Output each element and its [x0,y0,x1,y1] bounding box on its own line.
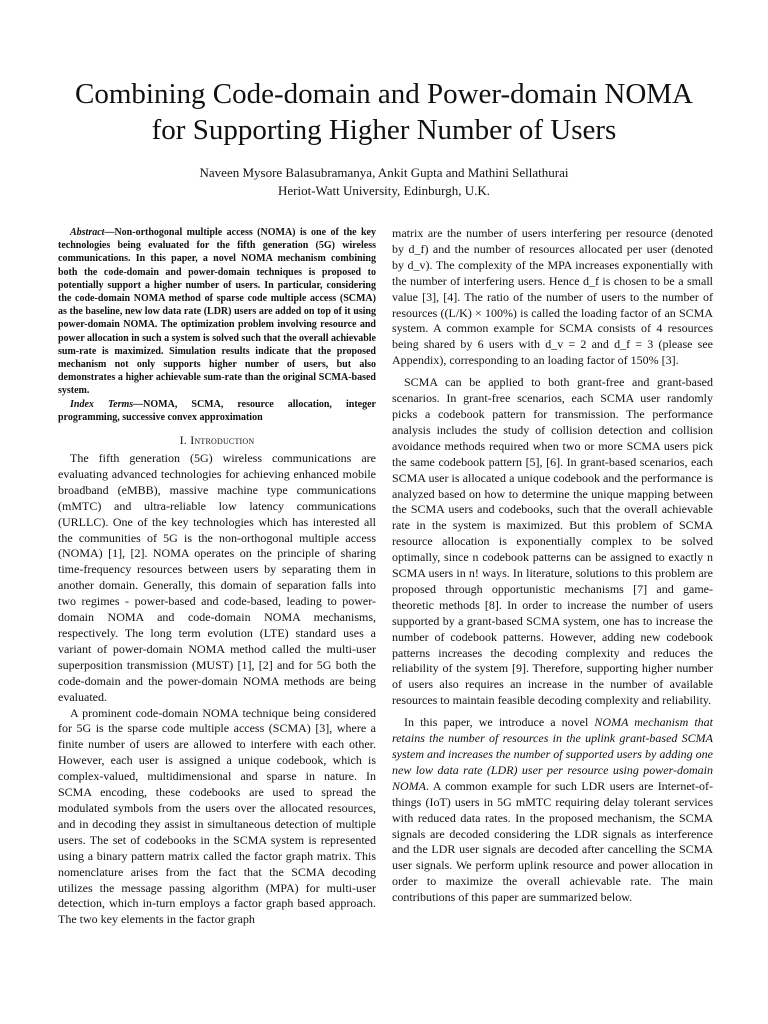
abstract [58,226,376,398]
index-terms-text: —NOMA, SCMA, resource allocation, integer programming, successive convex approximation [58,398,376,423]
authors: Naveen Mysore Balasubramanya, Ankit Gupta and Mathini Sellathurai [199,165,569,180]
author-block [0,164,768,200]
intro-paragraph-2: A prominent code-domain NOMA technique being considered for 5G is the sparse code multiple access (SCMA) [3], where a finite number of users are allowed to interfere with each other. However, each user is assigned a unique codebook, which is complex-valued, multidimensional and sparse in nature. In SCMA encoding, these codebooks are used to spread the modulated symbols from the users over the allocated resources, and in decoding they assist in simultaneous detection of multiple users. The set of codebooks in the SCMA system is represented using a binary pattern matrix called the factor graph matrix. This nomenclature arises from the fact that the SCMA decoding utilizes the message passing algorithm (MPA) for multi-user detection, which in-turn employs a factor graph based approach. The two key elements in the factor graph [58,705,376,927]
index-terms-label: Index Terms [70,398,134,410]
affiliation: Heriot-Watt University, Edinburgh, U.K. [278,183,490,198]
right-paragraph-3-lead: In this paper, we introduce a novel [404,715,595,730]
right-paragraph-1: matrix are the number of users interfering per resource (denoted by d_f) and the number of resources allocated per user (denoted by d_v). The complexity of the MPA increases exponentially with the number of interfering users. Hence d_f is chosen to be a small value [3], [4]. The ratio of the number of users to the number of resources ((L/K) × 100%) is called the loading factor of an SCMA system. A common example for SCMA consists of 4 resources being shared by 6 users with d_v = 2 and d_f = 3 (please see Appendix), corresponding to an loading factor of 150% [3]. [392,226,713,368]
index-terms [58,398,376,424]
paper-title [0,76,768,148]
right-paragraph-2: SCMA can be applied to both grant-free and grant-based scenarios. In grant-free scenarios, each SCMA user randomly picks a codebook pattern for transmission. The performance analysis includes the study of collision detection and collision avoidance methods required when two or more SCMA users pick the same codebook pattern [5], [6]. In grant-based scenarios, each SCMA user is allocated a unique codebook and the performance is analyzed based on how to determine the unique mapping between the SCMA users and codebooks, such that the overall achievable rate in the system is maximized. But this problem of SCMA resource allocation is exponentially complex to be solved optimally, since n codebook patterns can be assigned to exactly n SCMA users in n! ways. In literature, solutions to this problem are proposed through opportunistic mechanisms [7] and game-theoretic methods [8]. In order to increase the number of users supported by a grant-based SCMA system, one has to increase the number of codebook patterns. However, adding new codebook patterns increases the decoding complexity and reduces the reliability of the system [9]. Therefore, supporting higher number of users also requires an increase in the number of available resources to maintain feasible decoding complexity and reliability. [392,375,713,708]
right-paragraph-3-rest: . A common example for such LDR users are Internet-of-things (IoT) users in 5G mMTC requiring delay tolerant services with reduced data rates. In the proposed mechanism, the SCMA signals are decoded considering the LDR signals as interference and the LDR user signals are decoded after cancelling the SCMA user signals. We perform uplink resource and power allocation in order to maximize the overall achievable rate. The main contributions of this paper are summarized below. [392,778,713,905]
left-column [58,226,376,928]
paper-title-line-1: Combining Code-domain and Power-domain NOMA [74,78,694,110]
right-paragraph-3-emphasis: NOMA mechanism that retains the number of resources in the uplink grant-based SCMA system and increases the number of supported users by adding one new low data rate (LDR) user per resource using power-domain NOMA [392,715,714,793]
right-paragraph-3 [392,715,713,906]
abstract-text: —Non-orthogonal multiple access (NOMA) is one of the key technologies being evaluated for the fifth generation (5G) wireless communications. In this paper, a novel NOMA mechanism combining both the code-domain and power-domain techniques is proposed to potentially support a higher number of users. In particular, considering the code-domain NOMA method of sparse code multiple access (SCMA) as the baseline, new low data rate (LDR) users are added on top of it using power-domain NOMA. The optimization problem involving resource and power allocation in such a system is solved such that the overall achievable sum-rate is maximized. Simulation results indicate that the proposed mechanism not only supports higher number of users, but also demonstrates a higher achievable sum-rate than the original SCMA-based system. [58,227,376,397]
section-heading-introduction: I. Introduction [179,433,255,448]
abstract-label: Abstract [70,227,105,238]
right-column [392,226,713,906]
paper-title-line-2: for Supporting Higher Number of Users [151,114,617,146]
intro-paragraph-1: The fifth generation (5G) wireless communications are evaluating advanced technologies for achieving enhanced mobile broadband (eMBB), massive machine type communications (mMTC) and ultra-reliable low latency communications (URLLC). One of the key technologies which has interested all the communities of 5G is the non-orthogonal multiple access (NOMA) [1], [2]. NOMA operates on the principle of sharing time-frequency resources between users by separating them in another domain. Generally, this domain of separation falls into two regimes - power-based and code-based, leading to power-domain NOMA and code-domain NOMA mechanisms, respectively. The long term evolution (LTE) standard uses a variant of power-domain NOMA method called the multi-user superposition transmission (MUST) [1], [2] and for 5G both the code-domain and the power-domain NOMA methods are being evaluated. [58,451,376,704]
